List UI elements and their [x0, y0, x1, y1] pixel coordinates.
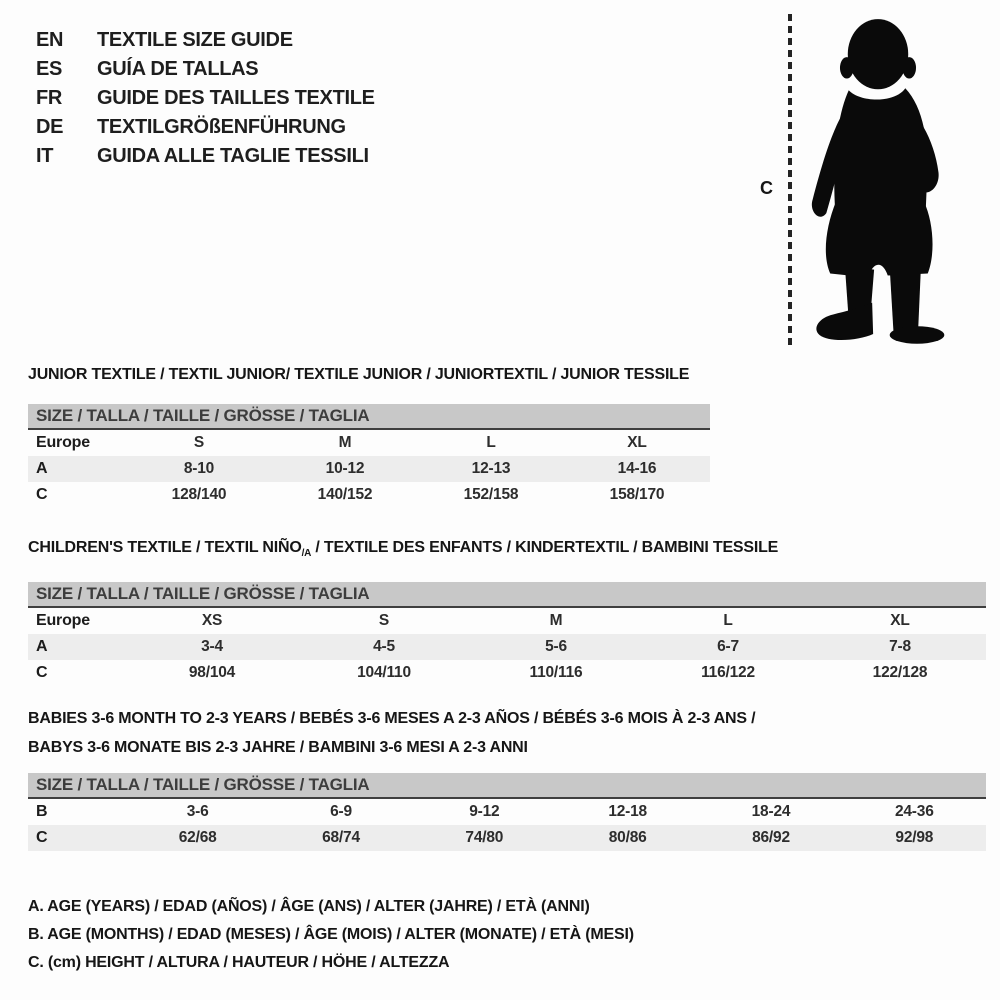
cell-value: L	[723, 612, 733, 629]
cell-value: 74/80	[465, 829, 504, 846]
section-babies-textile	[28, 704, 986, 851]
cell-value: 158/170	[609, 486, 665, 503]
cell-value: 7-8	[889, 638, 911, 655]
table-title-line	[28, 704, 986, 733]
table-row	[28, 430, 710, 456]
language-title: GUIDA ALLE TAGLIE TESSILI	[97, 145, 369, 167]
size-header-band: SIZE / TALLA / TAILLE / GRÖSSE / TAGLIA	[28, 582, 986, 608]
row-label: C	[36, 664, 48, 681]
language-code: DE	[36, 116, 64, 138]
cell-value: XL	[627, 434, 647, 451]
cell-value: S	[378, 612, 390, 629]
row-label: A	[36, 460, 48, 477]
cell-value: 92/98	[895, 829, 934, 846]
size-header-band: SIZE / TALLA / TAILLE / GRÖSSE / TAGLIA	[28, 773, 986, 799]
cell-value: 3-4	[201, 638, 223, 655]
language-title-list	[36, 26, 375, 171]
cell-value: 6-7	[717, 638, 739, 655]
cell-value: L	[486, 434, 496, 451]
section-title	[28, 704, 986, 762]
table-title-line	[28, 733, 986, 762]
toddler-silhouette-image	[800, 8, 956, 348]
cell-value: M	[549, 612, 563, 629]
language-code: EN	[36, 29, 64, 51]
cell-value: XS	[201, 612, 223, 629]
cell-value: 80/86	[608, 829, 647, 846]
language-row	[36, 26, 375, 55]
cell-value: S	[193, 434, 205, 451]
cell-value: 62/68	[178, 829, 217, 846]
language-title: TEXTILGRÖßENFÜHRUNG	[97, 116, 346, 138]
language-code: FR	[36, 87, 63, 109]
table-title-segment: / TEXTILE DES ENFANTS / KINDERTEXTIL / BAMBINI TESSILE	[311, 539, 779, 556]
height-marker-label: C	[760, 178, 773, 198]
cell-value: 12-18	[608, 803, 647, 820]
table-row	[28, 608, 986, 634]
row-label: C	[36, 486, 48, 503]
section-childrens-textile	[28, 533, 986, 686]
cell-value: 3-6	[186, 803, 209, 820]
cell-value: 98/104	[188, 664, 236, 681]
cell-value: M	[338, 434, 352, 451]
section-title	[28, 533, 986, 568]
language-row	[36, 113, 375, 142]
table-title-segment: JUNIOR TEXTILE / TEXTIL JUNIOR/ TEXTILE JUNIOR / JUNIORTEXTIL / JUNIOR TESSILE	[28, 366, 690, 383]
note-line: A. AGE (YEARS) / EDAD (AÑOS) / ÂGE (ANS) / ALTER (JAHRE) / ETÀ (ANNI)	[28, 898, 590, 915]
size-table	[28, 608, 986, 686]
table-title-line	[28, 360, 710, 389]
language-row	[36, 55, 375, 84]
row-label: Europe	[36, 434, 90, 451]
cell-value: 10-12	[325, 460, 365, 477]
table-row	[28, 482, 710, 508]
cell-value: 8-10	[183, 460, 215, 477]
table-title-line	[28, 533, 986, 568]
language-code: ES	[36, 58, 63, 80]
size-header-band: SIZE / TALLA / TAILLE / GRÖSSE / TAGLIA	[28, 404, 710, 430]
height-dotted-line	[788, 14, 792, 347]
cell-value: 68/74	[322, 829, 360, 846]
section-junior-textile	[28, 360, 710, 508]
cell-value: 12-13	[471, 460, 511, 477]
table-title-segment: BABIES 3-6 MONTH TO 2-3 YEARS / BEBÉS 3-6 MESES A 2-3 AÑOS / BÉBÉS 3-6 MOIS À 2-3 ANS /	[28, 710, 756, 727]
table-row	[28, 799, 986, 825]
row-label: C	[36, 829, 48, 846]
cell-value: 140/152	[317, 486, 373, 503]
language-title: GUÍA DE TALLAS	[97, 58, 259, 80]
language-row	[36, 142, 375, 171]
cell-value: XL	[890, 612, 910, 629]
row-label: B	[36, 803, 48, 820]
size-table	[28, 430, 710, 508]
cell-value: 6-9	[330, 803, 352, 820]
cell-value: 9-12	[469, 803, 500, 820]
language-code: IT	[36, 145, 54, 167]
size-table	[28, 799, 986, 851]
row-label: Europe	[36, 612, 90, 629]
cell-value: 116/122	[701, 664, 755, 681]
note-line: B. AGE (MONTHS) / EDAD (MESES) / ÂGE (MOIS) / ALTER (MONATE) / ETÀ (MESI)	[28, 926, 634, 943]
table-row	[28, 825, 986, 851]
table-row	[28, 634, 986, 660]
table-row	[28, 660, 986, 686]
table-title-segment: CHILDREN'S TEXTILE / TEXTIL NIÑO	[28, 539, 302, 556]
cell-value: 14-16	[617, 460, 657, 477]
language-row	[36, 84, 375, 113]
cell-value: 18-24	[751, 803, 791, 820]
cell-value: 86/92	[752, 829, 790, 846]
table-title-segment: /A	[301, 548, 312, 559]
language-title: GUIDE DES TAILLES TEXTILE	[97, 87, 375, 109]
table-title-segment: BABYS 3-6 MONATE BIS 2-3 JAHRE / BAMBINI 3-6 MESI A 2-3 ANNI	[28, 739, 528, 756]
cell-value: 122/128	[872, 664, 928, 681]
cell-value: 4-5	[373, 638, 395, 655]
cell-value: 24-36	[894, 803, 934, 820]
language-title: TEXTILE SIZE GUIDE	[97, 29, 293, 51]
row-label: A	[36, 638, 48, 655]
cell-value: 110/116	[529, 664, 583, 681]
cell-value: 5-6	[545, 638, 567, 655]
note-line: C. (cm) HEIGHT / ALTURA / HAUTEUR / HÖHE / ALTEZZA	[28, 954, 450, 971]
table-row	[28, 456, 710, 482]
cell-value: 128/140	[171, 486, 227, 503]
legend-notes	[28, 893, 634, 977]
section-title	[28, 360, 710, 389]
cell-value: 104/110	[357, 664, 411, 681]
cell-value: 152/158	[463, 486, 519, 503]
